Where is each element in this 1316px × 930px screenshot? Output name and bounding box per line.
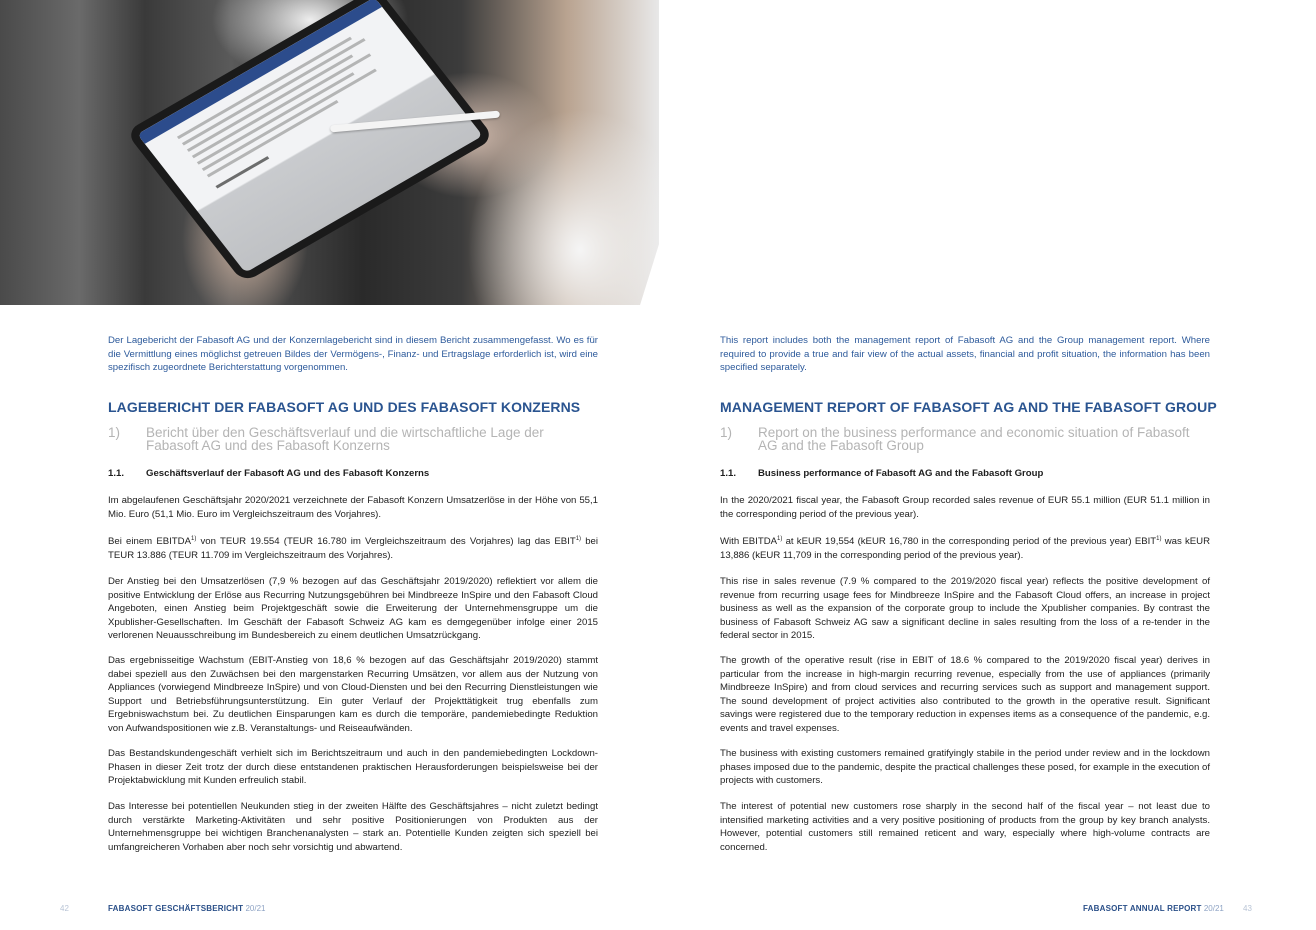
- footer-brand: FABASOFT ANNUAL REPORT: [1083, 904, 1202, 913]
- footer-year: 20/21: [1203, 904, 1224, 913]
- section-title: Geschäftsverlauf der Fabasoft AG und des Fabasoft Konzerns: [146, 468, 430, 479]
- text-fragment: With EBITDA: [720, 536, 778, 547]
- footer-left-brand: [108, 904, 266, 913]
- footer-left: [60, 904, 69, 913]
- section-title: Business performance of Fabasoft AG and the Fabasoft Group: [758, 468, 1044, 479]
- section-heading: [720, 468, 1043, 479]
- paragraph: Das Bestandskundengeschäft verhielt sich im Berichtszeitraum und auch in den pandemiebedingten Lockdown-Phasen in dieser Zeit trotz der durch diese entstandenen praktischen Herausforderungen beispielsweise bei der Projektabwicklung mit Kunden erfreulich stabil.: [108, 748, 598, 787]
- paragraph: In the 2020/2021 fiscal year, the Fabasoft Group recorded sales revenue of EUR 55.1 million (EUR 51.1 million in the corresponding period of the previous year).: [720, 495, 1210, 520]
- footer-brand: FABASOFT GESCHÄFTSBERICHT: [108, 904, 244, 913]
- page-heading: MANAGEMENT REPORT OF FABASOFT AG AND THE FABASOFT GROUP: [720, 399, 1217, 415]
- page-heading: LAGEBERICHT DER FABASOFT AG UND DES FABASOFT KONZERNS: [108, 399, 581, 415]
- paragraph: Das ergebnisseitige Wachstum (EBIT-Anstieg von 18,6 % bezogen auf das Geschäftsjahr 2019/2020) stammt dabei speziell aus den Zuwächsen bei den margenstarken Recurring Umsätzen, vor allem aus der Nutzung von Appliances (vorwiegend Mindbreeze InSpire) und von Cloud-Diensten und bei den Recurring Dienstleistungen wie Support und Betriebsführungsunterstützung. Ein guter Verlauf der Projekttätigkeit trug ebenfalls zum Ergebniswachstum bei. Zu deutlichen Einsparungen kam es durch die temporäre, pandemiebedingte Reduktion von Aufwandspositionen wie z.B. Veranstaltungs- und Reiseaufwänden.: [108, 655, 598, 734]
- subheading-text: Report on the business performance and economic situation of Fabasoft AG and the Fabasoft Group: [758, 425, 1190, 453]
- section-heading: [108, 468, 429, 479]
- footer-right: [1243, 904, 1252, 913]
- footer-right-brand: [1083, 904, 1224, 913]
- subheading-number: 1): [108, 425, 121, 440]
- paragraph: The business with existing customers remained gratifyingly stabile in the period under review and in the lockdown phases imposed due to the pandemic, despite the practical challenges these posed, for example in the execution of projects with customers.: [720, 748, 1210, 787]
- footer-year: 20/21: [245, 904, 266, 913]
- footnote-marker: 1): [190, 536, 197, 542]
- intro-text: Der Lagebericht der Fabasoft AG und der Konzernlagebericht sind in diesem Bericht zusammengefasst. Wo es für die Vermittlung eines möglichst getreuen Bildes der Vermögens-, Finanz- und Ertragslage erforderlich ist, wird eine spezifisch zugeordnete Berichterstattung vorgenommen.: [108, 335, 598, 373]
- paragraph: Das Interesse bei potentiellen Neukunden stieg in der zweiten Hälfte des Geschäftsjahres – nicht zuletzt bedingt durch verstärkte Marketing-Aktivitäten und sehr positive Positionierungen von Produkten aus der Unternehmensgruppe bei wichtigen Branchenanalysten – stark an. Potentielle Kunden zeigten sich speziell bei umfangreicheren Vorhaben aber noch sehr vorsichtig und abwartend.: [108, 801, 598, 853]
- page-number: 43: [1243, 904, 1252, 913]
- text-fragment: von TEUR 19.554 (TEUR 16.780 im Vergleichszeitraum des Vorjahres) lag das EBIT: [196, 536, 576, 547]
- text-fragment: at kEUR 19,554 (kEUR 16,780 in the corresponding period of the previous year) EBIT: [782, 536, 1157, 547]
- footnote-marker: 1): [575, 536, 582, 542]
- footnote-marker: 1): [1156, 536, 1162, 542]
- subheading-number: 1): [720, 425, 733, 440]
- page-number: 42: [60, 904, 69, 913]
- tablet-app-bar: [137, 0, 382, 144]
- paragraph-ebitda: [720, 535, 1210, 562]
- subheading-text: Bericht über den Geschäftsverlauf und die wirtschaftliche Lage der Fabasoft AG und des Fabasoft Konzerns: [146, 425, 544, 453]
- section-number: 1.1.: [720, 468, 737, 479]
- paragraph: The interest of potential new customers rose sharply in the second half of the fiscal year – not least due to intensified marketing activities and a very positive positioning of products from the group by key branch analysts. However, potential customers still remained reticent and wary, especially where high-volume contracts are concerned.: [720, 801, 1210, 853]
- paragraph: Der Anstieg bei den Umsatzerlösen (7,9 % bezogen auf das Geschäftsjahr 2019/2020) reflektiert vor allem die positive Entwicklung der Erlöse aus Recurring Nutzungsgebühren bei Mindbreeze InSpire und den Fabasoft Cloud Angeboten, einen Anstieg beim Projektgeschäft sowie die Erweiterung der Unternehmensgruppe um die Xpublisher-Gesellschaften. Im Geschäft der Fabasoft Schweiz AG kam es demgegenüber infolge einer 2015 verlorenen Neuausschreibung im Bundesbereich zu einem deutlichen Umsatzrückgang.: [108, 576, 598, 642]
- subheading: [720, 426, 1210, 452]
- paragraph: The growth of the operative result (rise in EBIT of 18.6 % compared to the 2019/2020 fiscal year) derives in particular from the increase in high-margin recurring revenue, especially from the use of appliances (primarily Mindbreeze InSpire) and from cloud services and recurring services such as support and management support. The sound development of project activities also contributed to the growth in the operative result. Significant savings were registered due to the temporary reduction in expenses items as a consequence of the pandemic, e.g. events and travel expenses.: [720, 655, 1210, 734]
- footnote-marker: 1): [777, 536, 783, 542]
- intro-text: This report includes both the management report of Fabasoft AG and the Group management report. Where required to provide a true and fair view of the actual assets, financial and profit situation, the information has been specified separately.: [720, 335, 1210, 373]
- paragraph-ebitda: [108, 535, 598, 562]
- text-fragment: bei TEUR 13.886 (TEUR 11.709 im Vergleichszeitraum des Vorjahres).: [108, 536, 598, 561]
- header-photo: [0, 0, 659, 305]
- paragraph: This rise in sales revenue (7.9 % compared to the 2019/2020 fiscal year) reflects the positive development of revenue from recurring usage fees for Mindbreeze InSpire and the Fabasoft Cloud offers, an increase in project business as well as the expansion of the corporate group to include the Xpublisher companies. By contrast the business of Fabasoft Schweiz AG saw a significant decline in sales resulting from the loss of a re-tender in the federal sector in 2015.: [720, 576, 1210, 642]
- paragraph: Im abgelaufenen Geschäftsjahr 2020/2021 verzeichnete der Fabasoft Konzern Umsatzerlöse in der Höhe von 55,1 Mio. Euro (51,1 Mio. Euro im Vergleichszeitraum des Vorjahres).: [108, 495, 598, 520]
- tablet-image: [125, 0, 494, 283]
- subheading: [108, 426, 598, 452]
- text-fragment: was kEUR 13,886 (kEUR 11,709 in the corresponding period of the previous year).: [720, 536, 1211, 561]
- section-number: 1.1.: [108, 468, 125, 479]
- tablet-screen: [137, 0, 482, 273]
- text-fragment: Bei einem EBITDA: [108, 536, 191, 547]
